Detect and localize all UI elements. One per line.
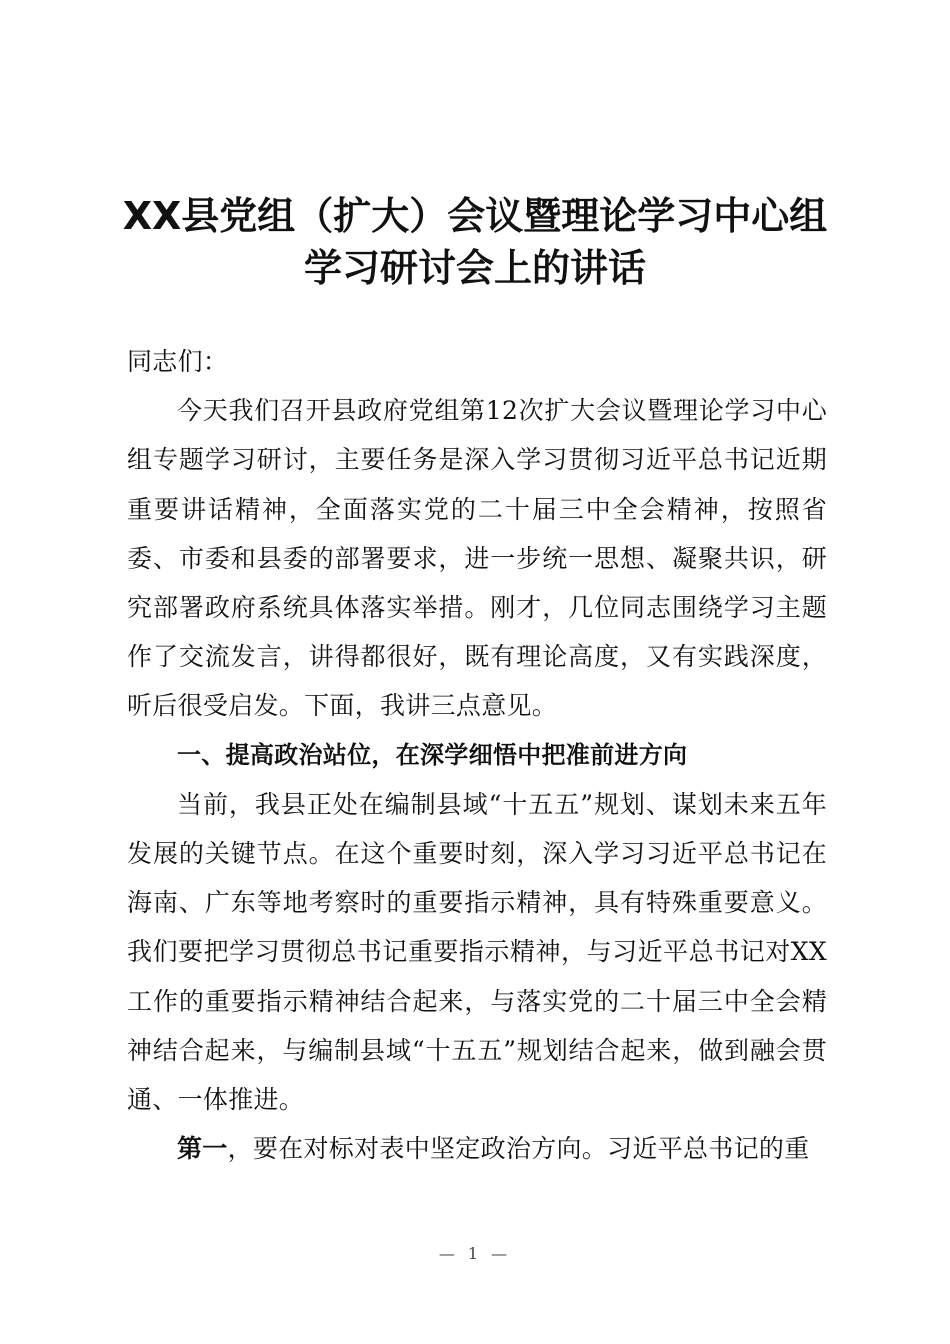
- section-1-paragraph: 当前，我县正处在编制县域“十五五”规划、谋划未来五年发展的关键节点。在这个重要时刻，深入学习习近平总书记在海南、广东等地考察时的重要指示精神，具有特殊重要意义。我们要把学习贯彻总书记重要指示精神，与习近平总书记对XX工作的重要指示精神结合起来，与落实党的二十届三中全会精神结合起来，与编制县域“十五五”规划结合起来，做到融会贯通、一体推进。: [127, 789, 827, 1115]
- title-line-1: XX县党组（扩大）会议暨理论学习中心组: [122, 194, 828, 238]
- intro-paragraph: 今天我们召开县政府党组第12次扩大会议暨理论学习中心组专题学习研讨，主要任务是深入学习贯彻习近平总书记近期重要讲话精神，全面落实党的二十届三中全会精神，按照省委、市委和县委的部署要求，进一步统一思想、凝聚共识，研究部署政府系统具体落实举措。刚才，几位同志围绕学习主题作了交流发言，讲得都很好，既有理论高度，又有实践深度，听后很受启发。下面，我讲三点意见。: [127, 396, 827, 721]
- document-title: [100, 190, 850, 294]
- point-1-label: 第一: [177, 1134, 228, 1164]
- section-1-heading: 一、提高政治站位，在深学细悟中把准前进方向: [177, 740, 688, 769]
- point-1-text: ，要在对标对表中坚定政治方向。习近平总书记的重: [227, 1134, 810, 1164]
- title-line-2: 学习研讨会上的讲话: [303, 246, 646, 290]
- salutation: 同志们：: [127, 347, 229, 376]
- document-body: [127, 337, 827, 1173]
- point-1-paragraph: [127, 1124, 827, 1173]
- page-number: — 1 —: [438, 1244, 512, 1263]
